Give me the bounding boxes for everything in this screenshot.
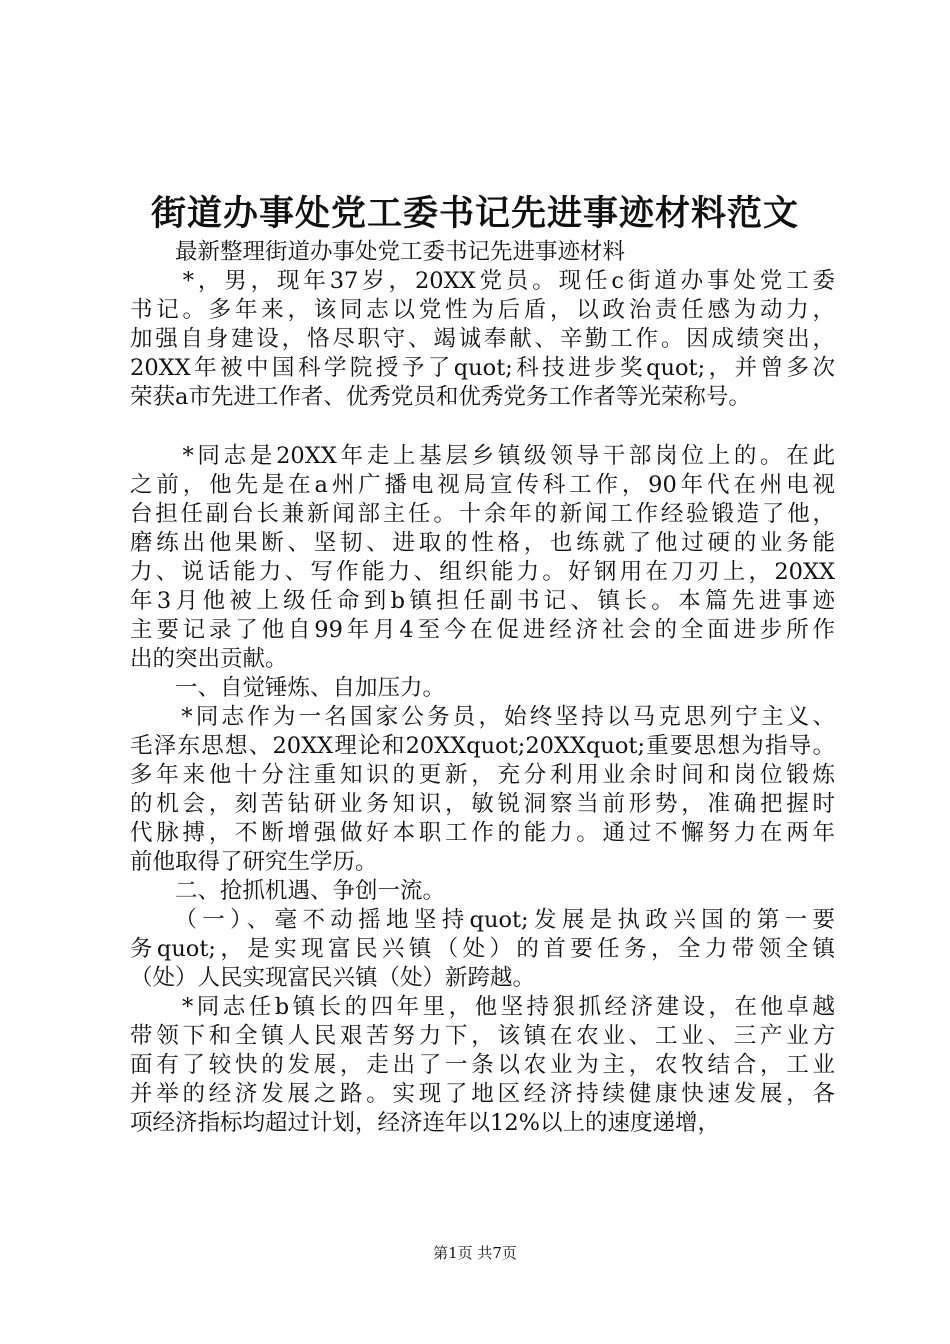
- text-line: 多年来他十分注重知识的更新，充分利用业余时间和岗位锻炼: [130, 762, 835, 788]
- text-line: *同志是20XX年走上基层乡镇级领导干部岗位上的。在此: [130, 443, 835, 469]
- page-number: 第1页 共7页: [433, 1244, 517, 1262]
- text-line: 项经济指标均超过计划，经济连年以12%以上的速度递增，: [130, 1110, 721, 1136]
- text-line: 力、说话能力、写作能力、组织能力。好钢用在刀刃上，20XX: [130, 559, 835, 585]
- paragraph: [130, 993, 835, 1138]
- text-line: 年3月他被上级任命到b镇担任副书记、镇长。本篇先进事迹: [130, 588, 835, 614]
- paragraph: [130, 442, 835, 674]
- text-line: *，男，现年37岁，20XX党员。现任c街道办事处党工委: [130, 268, 835, 294]
- text-line: 并举的经济发展之路。实现了地区经济持续健康快速发展，各: [130, 1081, 835, 1107]
- text-line: 前他取得了研究生学历。: [130, 849, 378, 875]
- text-line: 出的突出贡献。: [130, 646, 288, 672]
- paragraph: [130, 238, 835, 267]
- text-line: 带领下和全镇人民艰苦努力下，该镇在农业、工业、三产业方: [130, 1023, 835, 1049]
- paragraph: [130, 906, 835, 993]
- document-title: 街道办事处党工委书记先进事迹材料范文: [150, 193, 799, 234]
- text-line: （处）人民实现富民兴镇（处）新跨越。: [130, 965, 536, 991]
- text-line: 书记。多年来，该同志以党性为后盾，以政治责任感为动力，: [130, 297, 835, 323]
- text-line: 面有了较快的发展，走出了一条以农业为主，农牧结合，工业: [130, 1052, 835, 1078]
- paragraph-gap: [130, 412, 835, 442]
- text-line: 主要记录了他自99年月4至今在促进经济社会的全面进步所作: [130, 617, 835, 643]
- text-line: 的机会，刻苦钻研业务知识，敏锐洞察当前形势，准确把握时: [130, 791, 835, 817]
- text-line: 磨练出他果断、坚韧、进取的性格，也练就了他过硬的业务能: [130, 530, 835, 556]
- text-line: *同志任b镇长的四年里，他坚持狠抓经济建设，在他卓越: [130, 994, 835, 1020]
- text-line: 二、抢抓机遇、争创一流。: [130, 878, 446, 904]
- paragraph: [130, 877, 835, 906]
- paragraph: [130, 267, 835, 412]
- text-line: 最新整理街道办事处党工委书记先进事迹材料: [130, 239, 626, 265]
- text-line: 一、自觉锤炼、自加压力。: [130, 675, 446, 701]
- text-line: *同志作为一名国家公务员，始终坚持以马克思列宁主义、: [130, 704, 835, 730]
- document-body: [130, 238, 835, 1138]
- text-line: 加强自身建设，恪尽职守、竭诚奉献、辛勤工作。因成绩突出，: [130, 326, 835, 352]
- text-line: 务quot;，是实现富民兴镇（处）的首要任务，全力带领全镇: [130, 936, 835, 962]
- text-line: 20XX年被中国科学院授予了quot;科技进步奖quot;，并曾多次: [130, 355, 835, 381]
- paragraph: [130, 674, 835, 703]
- text-line: 台担任副台长兼新闻部主任。十余年的新闻工作经验锻造了他，: [130, 501, 835, 527]
- text-line: （一）、毫不动摇地坚持quot;发展是执政兴国的第一要: [130, 907, 835, 933]
- text-line: 荣获a市先进工作者、优秀党员和优秀党务工作者等光荣称号。: [130, 384, 751, 410]
- paragraph: [130, 703, 835, 877]
- text-line: 之前，他先是在a州广播电视局宣传科工作，90年代在州电视: [130, 472, 835, 498]
- text-line: 代脉搏，不断增强做好本职工作的能力。通过不懈努力在两年: [130, 820, 835, 846]
- text-line: 毛泽东思想、20XX理论和20XXquot;20XXquot;重要思想为指导。: [130, 733, 835, 759]
